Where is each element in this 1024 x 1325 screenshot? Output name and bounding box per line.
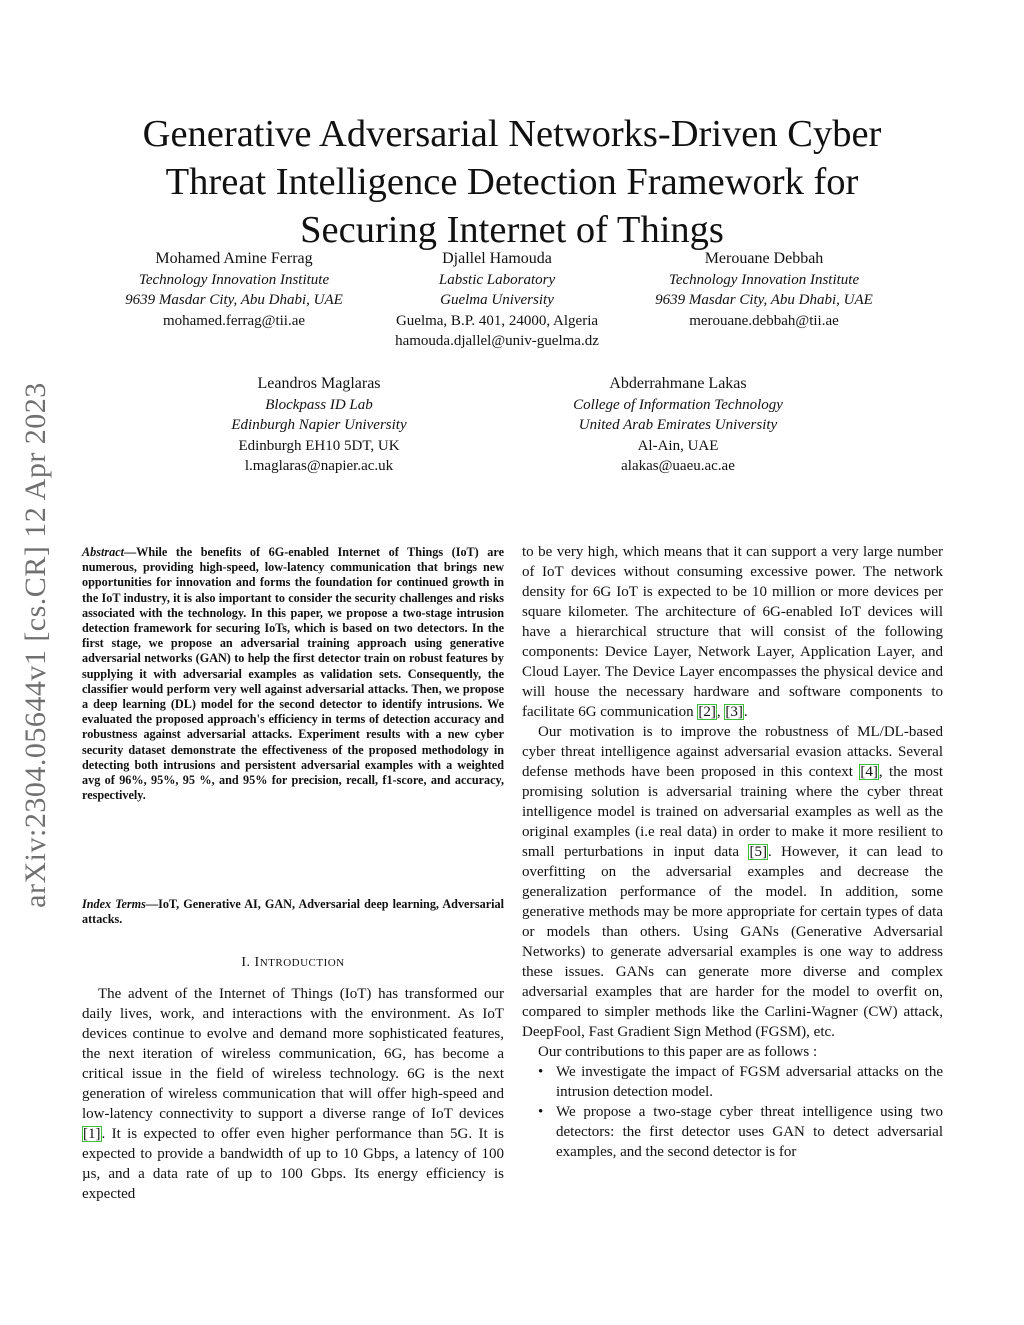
index-terms-text: —IoT, Generative AI, GAN, Adversarial deep learning, Adversarial attacks. — [82, 897, 504, 927]
author-affiliation: College of Information Technology — [573, 396, 783, 413]
author-affiliation: Guelma University — [440, 292, 554, 308]
text-run: The advent of the Internet of Things (IoT) has transformed our daily lives, work, and interactions with the environment. As IoT devices continue to evolve and demand more sophisticated features, the next iteration of wireless communication, 6G, has become a critical issue in the field of wireless technology. 6G is the next generation of wireless communication that will offer high-speed and low-latency connectivity to support a diverse range of IoT devices — [82, 986, 504, 1122]
author-address: Guelma, B.P. 401, 24000, Algeria — [395, 312, 599, 329]
author-name: Leandros Maglaras — [257, 375, 381, 392]
text-run: , the most promising solution is adversarial training where the cyber threat intelligence model is trained on adversarial examples as well as the original examples (i.e real data) in order to make it more resilient to small perturbations in input data — [522, 764, 944, 860]
paragraph — [82, 984, 504, 1204]
author-affiliation: 9639 Masdar City, Abu Dhabi, UAE — [655, 292, 873, 308]
section-initial: I — [254, 955, 260, 970]
index-terms — [82, 897, 504, 927]
author-affiliation: United Arab Emirates University — [578, 417, 778, 433]
text-run: . However, it can lead to overfitting on the adversarial examples and decrease the generalization performance of the model. In addition, some generative methods may be more appropriate for certain types of data or models than others. Using GANs (Generative Adversarial Networks) to generate adversarial examples is one way to address these issues. GANs can generate more diverse and complex adversarial examples that are harder for the model to overfit on, compared to simpler methods like the Carlini-Wagner (CW) attack, DeepFool, Fast Gradient Sign Method (FGSM), etc. — [522, 844, 943, 1040]
author-address: Edinburgh EH10 5DT, UK — [238, 437, 400, 454]
bullet-icon: • — [538, 1104, 544, 1120]
author-email: hamouda.djallel@univ-guelma.dz — [395, 333, 599, 349]
text-run: Our motivation is to improve the robustness of ML/DL-based cyber threat intelligence against adversarial evasion attacks. Several defense methods have been proposed in this context — [522, 724, 943, 780]
author-email: mohamed.ferrag@tii.ae — [162, 312, 306, 329]
author-block-4 — [196, 374, 442, 477]
author-email: l.maglaras@napier.ac.uk — [244, 458, 394, 474]
section-heading — [82, 955, 504, 971]
list-item-text: We propose a two-stage cyber threat intelligence using two detectors: the first detector uses GAN to detect adversarial examples, and the second detector is for — [556, 1104, 943, 1160]
text-run: to be very high, which means that it can support a very large number of IoT devices without consuming excessive power. The network density for 6G IoT is expected to be 10 million or more devices per square kilometer. The architecture of 6G-enabled IoT devices will have a hierarchical structure that will consist of the following components: Device Layer, Network Layer, Application Layer, and Cloud Layer. The Device Layer encompasses the physical device and will house the necessary hardware and software components to facilitate 6G communication — [522, 544, 943, 720]
author-address: Al-Ain, UAE — [637, 437, 719, 454]
paragraph — [522, 542, 943, 722]
author-block-3 — [626, 249, 902, 331]
paper-title: Generative Adversarial Networks-Driven Cyber Threat Intelligence Detection Framework for Securing Internet of Things — [142, 112, 882, 251]
author-email: alakas@uaeu.ac.ae — [621, 458, 735, 474]
author-block-1 — [96, 249, 372, 331]
author-name: Djallel Hamouda — [442, 250, 552, 267]
index-terms-label: Index Terms — [82, 897, 146, 911]
list-item — [522, 1062, 943, 1102]
intro-left-column — [82, 984, 504, 1204]
bullet-icon: • — [538, 1064, 544, 1080]
list-item — [522, 1102, 943, 1162]
author-affiliation: 9639 Masdar City, Abu Dhabi, UAE — [125, 292, 343, 308]
intro-right-column — [522, 542, 943, 1162]
arxiv-identifier: arXiv:2304.05644v1 [cs.CR] 12 Apr 2023 — [19, 382, 52, 908]
text-run: , — [716, 704, 725, 720]
author-block-2 — [364, 249, 630, 352]
citation-link[interactable]: [4] — [860, 764, 878, 780]
author-block-5 — [540, 374, 816, 477]
abstract-label: Abstract — [82, 545, 124, 559]
text-run: . — [743, 704, 748, 720]
abstract-text: —While the benefits of 6G-enabled Internet of Things (IoT) are numerous, providing high-speed, low-latency communication that brings new opportunities for innovation and forms the foundation for continued growth in the IoT industry, it is also important to consider the security challenges and risks associated with the technology. In this paper, we propose a two-stage intrusion detection framework for securing IoTs, which is based on two detectors. In the first stage, we propose an adversarial training approach using generative adversarial networks (GAN) to help the first detector train on robust features by supplying it with adversarial examples as validation sets. Consequently, the classifier would perform very well against adversarial attacks. Then, we propose a deep learning (DL) model for the second detector to identify intrusions. We evaluated the proposed approach's efficiency in terms of detection accuracy and robustness against adversarial attacks. Experiment results with a new cyber security dataset demonstrate the effectiveness of the proposed methodology in detecting both intrusions and persistent adversarial examples with a weighted avg of 96%, 95%, 95 %, and 95% for precision, recall, f1-score, and accuracy, respectively. — [82, 545, 504, 803]
author-affiliation: Technology Innovation Institute — [138, 271, 330, 288]
author-affiliation: Edinburgh Napier University — [231, 417, 407, 433]
contributions-list — [522, 1062, 943, 1162]
abstract — [82, 545, 504, 803]
paragraph: Our contributions to this paper are as follows : — [538, 1044, 818, 1060]
author-name: Mohamed Amine Ferrag — [155, 250, 313, 267]
list-item-text: We investigate the impact of FGSM adversarial attacks on the intrusion detection model. — [556, 1064, 943, 1100]
author-affiliation: Blockpass ID Lab — [265, 396, 373, 413]
author-affiliation: Technology Innovation Institute — [668, 271, 860, 288]
citation-link[interactable]: [2] — [698, 704, 716, 720]
section-number: I. — [241, 955, 255, 970]
author-email: merouane.debbah@tii.ae — [689, 312, 839, 329]
text-run: . It is expected to offer even higher performance than 5G. It is expected to provide a bandwidth of up to 10 Gbps, a latency of 100 µs, and a data rate of up to 100 Gbps. Its energy efficiency is expected — [82, 1126, 504, 1202]
author-name: Abderrahmane Lakas — [609, 375, 747, 392]
paragraph — [522, 722, 943, 1042]
section-title-rest: NTRODUCTION — [259, 957, 345, 969]
arxiv-stamp — [0, 345, 72, 945]
citation-link[interactable]: [3] — [725, 704, 743, 720]
author-affiliation: Labstic Laboratory — [438, 271, 556, 288]
citation-link[interactable]: [1] — [83, 1126, 101, 1142]
author-name: Merouane Debbah — [704, 250, 824, 267]
citation-link[interactable]: [5] — [749, 844, 767, 860]
